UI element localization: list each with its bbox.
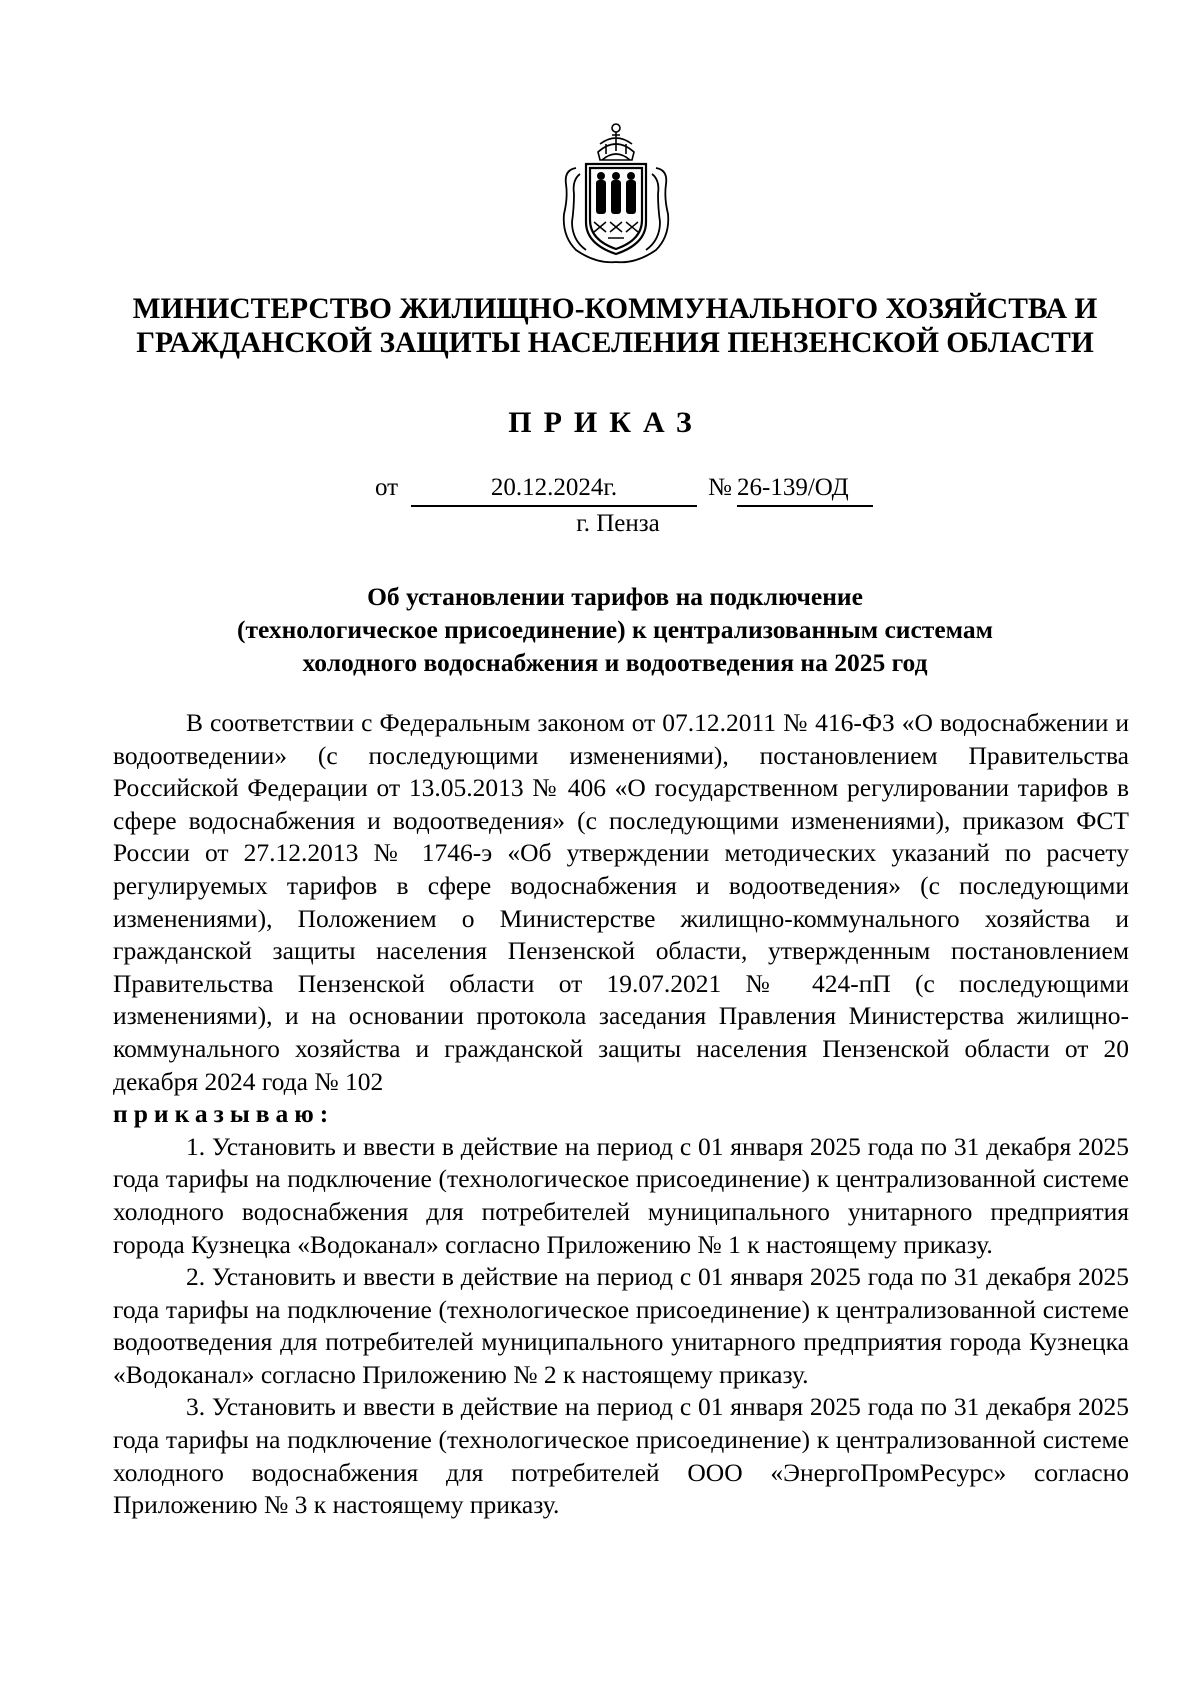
order-item-3: 3. Установить и ввести в действие на период с 01 января 2025 года по 31 декабря 2025 года тарифы на подключение (технологическое присоединение) к централизованной системе холодного водоснабжения для потребителей ООО «ЭнергоПромРесурс» согласно Приложению № 3 к настоящему приказу. (113, 1392, 1129, 1520)
date-prefix: от (375, 474, 399, 501)
order-subject (110, 580, 1120, 679)
subject-line-3: холодного водоснабжения и водоотведения на 2025 год (302, 648, 928, 677)
subject-line-2: (технологическое присоединение) к централизованным системам (237, 615, 993, 644)
order-number: 26-139/ОД (737, 473, 873, 507)
ministry-name-line-1: МИНИСТЕРСТВО ЖИЛИЩНО-КОММУНАЛЬНОГО ХОЗЯЙСТВА И (132, 293, 1098, 325)
ministry-name-line-2: ГРАЖДАНСКОЙ ЗАЩИТЫ НАСЕЛЕНИЯ ПЕНЗЕНСКОЙ ОБЛАСТИ (136, 327, 1094, 359)
order-item-2: 2. Установить и ввести в действие на период с 01 января 2025 года по 31 декабря 2025 года тарифы на подключение (технологическое присоединение) к централизованной системе водоотведения для потребителей муниципального унитарного предприятия города Кузнецка «Водоканал» согласно Приложению № 2 к настоящему приказу. (113, 1262, 1129, 1389)
subject-line-1: Об установлении тарифов на подключение (367, 582, 863, 611)
ministry-name (110, 292, 1120, 360)
preamble-paragraph: В соответствии с Федеральным законом от 07.12.2011 № 416-ФЗ «О водоснабжении и водоотведении» (с последующими изменениями), постановлением Правительства Российской Федерации от 13.05.2013 № 406 «О государственном регулировании тарифов в сфере водоснабжения и водоотведения» (с последующими изменениями), приказом ФСТ России от 27.12.2013 № 1746-э «Об утверждении методических указаний по расчету регулируемых тарифов в сфере водоснабжения и водоотведения» (с последующими изменениями), Положением о Министерстве жилищно-коммунального хозяйства и гражданской защиты населения Пензенской области, утвержденным постановлением Правительства Пензенской области от 19.07.2021 № 424-пП (с последующими изменениями), и на основании протокола заседания Правления Министерства жилищно-коммунального хозяйства и гражданской защиты населения Пензенской области от 20 декабря 2024 года № 102 (113, 708, 1129, 1096)
coat-of-arms-emblem (556, 118, 676, 264)
document-type-title: ПРИКАЗ (508, 406, 704, 439)
order-item-1: 1. Установить и ввести в действие на период с 01 января 2025 года по 31 декабря 2025 года тарифы на подключение (технологическое присоединение) к централизованной системе холодного водоснабжения для потребителей муниципального унитарного предприятия города Кузнецка «Водоканал» согласно Приложению № 1 к настоящему приказу. (113, 1131, 1129, 1259)
order-body (113, 707, 1129, 1522)
order-word: приказываю: (113, 1099, 335, 1129)
city: г. Пенза (576, 510, 660, 537)
order-date: 20.12.2024г. (411, 473, 697, 507)
number-prefix: № (708, 474, 732, 501)
